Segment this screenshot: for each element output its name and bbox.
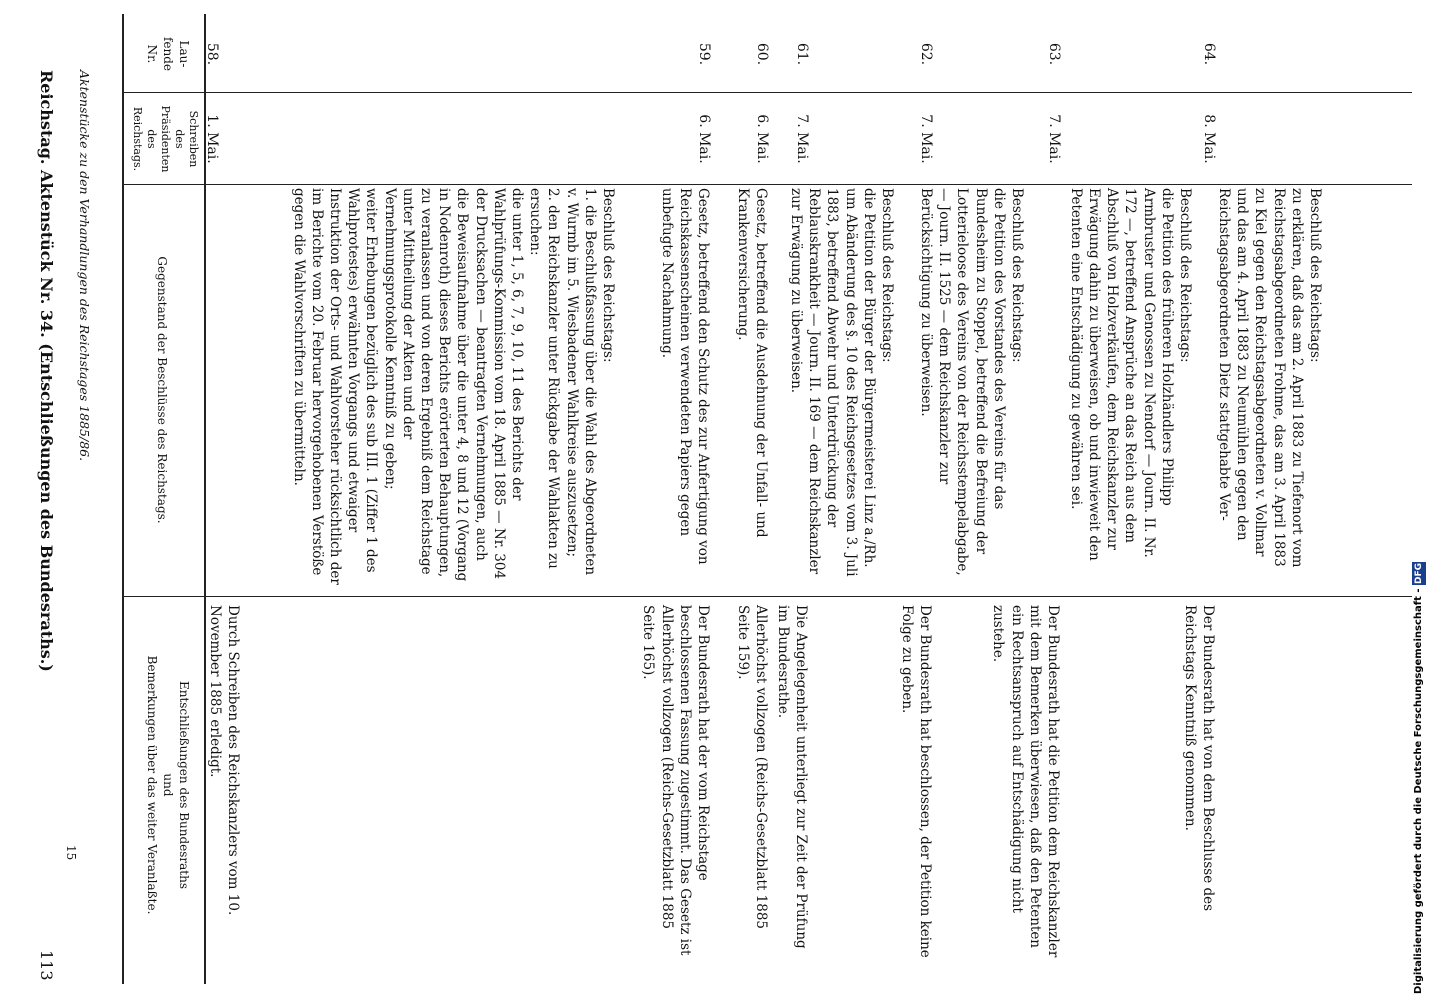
row-64-remarks: Der Bundesrath hat von dem Beschlusse des Reichstags Kenntniß genommen. — [1181, 605, 1216, 912]
row-60-subject: Gesetz, betreffend die Ausdehnung der Unfall- und Krankenversicherung. — [734, 188, 769, 538]
col-rule-3 — [122, 596, 1412, 597]
row-62-date: 7. Mai. — [918, 114, 934, 164]
sidebar-credit — [1412, 562, 1426, 994]
row-62-num: 62. — [918, 42, 934, 66]
col-rule-1 — [122, 92, 1412, 93]
row-64-date: 8. Mai. — [1201, 114, 1217, 164]
sidebar-credit-text: Digitalisierung gefördert durch die Deutsche Forschungsgemeinschaft - — [1413, 588, 1424, 994]
row-62-subject: Beschluß des Reichstags: die Petition des Vorstandes des Vereins für das Bundesheim zu Stoppel, betreffend die Befreiung der Lotterieloose des Vereins von der Reichsstempelabgabe, — Journ. II. 1525 — dem Reichskanzler zur Berücksichtigung zu überweisen. — [917, 188, 1025, 576]
row-61-subject: Beschluß des Reichstags: die Petition der Bürger der Bürgermeisterei Linz a./Rh. um Abänderung des §. 10 des Reichsgesetzes vom 3. Juli 1883, betreffend Abwehr und Unterdrückung der Reblauskrankheit — Journ. II. 169 — dem Reichskanzler zur Erwägung zu überweisen. — [787, 188, 895, 577]
row-58-subject: Beschluß des Reichstags: 1. die Beschlußfassung über die Wahl des Abgeordneten v. Wurmb im 5. Wiesbadener Wahlkreise auszusetzen; 2. den Reichskanzler unter Rückgabe der Wahlakten zu ersuchen: die unter 1, 5, 6, 7, 9, 10, 11 des Berichts der Wahlprüfungs-Kommission vom 18. April 1885 — Nr. 304 der Drucksachen — beantragten Vernehmungen, auch die Beweisaufnahme über die unter 4, 8 und 12 (Vorgang in Nodenroth) dieses Berichts erörterten Behauptungen, zu veranlassen und von deren Ergebniß dem Reichstage unter Mittheilung der Akten und der Vernehmungsprotokolle Kenntniß zu geben; weiter Erhebungen bezüglich des sub III. 1 (Ziffer 1 des Wahlprotestes) erwähnten Vorgangs und etwaiger Instruktion der Orts- und Wahlvorsteher rücksichtlich der im Berichte vom 20. Februar hervorgehobenen Verstöße gegen die Wahlvorschriften zu übermitteln. — [290, 188, 616, 585]
dfg-logo: DFG — [1414, 562, 1424, 584]
row-61-date: 7. Mai. — [794, 114, 810, 164]
row-62-remarks: Der Bundesrath hat beschlossen, der Petition keine Folge zu geben. — [898, 605, 933, 958]
page-number: 15 — [64, 845, 78, 861]
page-header-number: 113 — [37, 950, 56, 981]
row-59-subject: Gesetz, betreffend den Schutz des zur Anfertigung von Reichskassenscheinen verwendeten Papiers gegen unbefugte Nachahmung. — [658, 188, 711, 565]
row-63-date: 7. Mai. — [1046, 114, 1062, 164]
page-footer: Aktenstücke zu den Verhandlungen des Reichstages 1885/86. — [77, 70, 92, 462]
row-63-remarks: Der Bundesrath hat die Petition dem Reichskanzler mit dem Bemerken überwiesen, daß den Petenten ein Rechtsanspruch auf Entschädigung nicht zustehe. — [990, 605, 1061, 958]
row-59-num: 59. — [696, 42, 712, 66]
row-61-remarks: Die Angelegenheit unterliegt zur Zeit der Prüfung im Bundesrathe. — [774, 605, 809, 949]
column-header-remarks: Entschließungen des Bundesraths und Bemerkungen über das weiter Veranlaßte. — [145, 655, 191, 915]
row-61-num: 61. — [794, 42, 810, 66]
column-header-date: Schreiben des Präsidenten des Reichstags. — [131, 105, 200, 173]
col-rule-2 — [122, 184, 1412, 185]
row-60-num: 60. — [754, 42, 770, 66]
column-header-num: Lau- fende Nr. — [145, 36, 191, 72]
row-59-date: 6. Mai. — [696, 114, 712, 164]
row-63-subject: Beschluß des Reichstags: die Petition des früheren Holzhändlers Philipp Armbruster und Genossen zu Nendorf — Journ. II. Nr. 172 —, betreffend Ansprüche an das Reich aus dem Abschluß von Holzverkäufen, dem Reichskanzler zur Erwägung dahin zu überweisen, ob und inwieweit den Petenten eine Entschädigung zu gewähren sei. — [1067, 188, 1193, 561]
row-58-num: 58. — [204, 42, 220, 66]
row-63-num: 63. — [1046, 42, 1062, 66]
row-64-subject: Beschluß des Reichstags: zu erklären, daß das am 2. April 1883 zu Tiefenort vom Reichstagsabgeordneten Frohme, das am 3. April 1883 zu Kiel gegen den Reichstagsabgeordneten v. Vollmar und das am 4. April 1883 zu Neumühlen gegen den Reichstagsabgeordneten Dietz stattgehabte Ver- — [1215, 188, 1323, 568]
column-header-subject: Gegenstand der Beschlüsse des Reichstags. — [155, 256, 169, 524]
row-60-remarks: Allerhöchst vollzogen (Reichs-Gesetzblatt 1885 Seite 159). — [734, 605, 769, 930]
row-58-remarks: Durch Schreiben des Reichskanzlers vom 10. November 1885 erledigt. — [206, 605, 241, 916]
row-58-date: 1. Mai. — [204, 114, 220, 164]
row-64-num: 64. — [1201, 42, 1217, 66]
row-59-remarks: Der Bundesrath hat der vom Reichstage beschlossenen Fassung zugestimmt. Das Gesetz ist Allerhöchst vollzogen (Reichs-Gesetzblatt 1885 Seite 165). — [640, 605, 711, 956]
table-top-rule — [122, 14, 124, 984]
page-header-title: Reichstag. Aktenstück Nr. 34. (Entschließungen des Bundesraths.) — [37, 70, 56, 672]
row-60-date: 6. Mai. — [754, 114, 770, 164]
